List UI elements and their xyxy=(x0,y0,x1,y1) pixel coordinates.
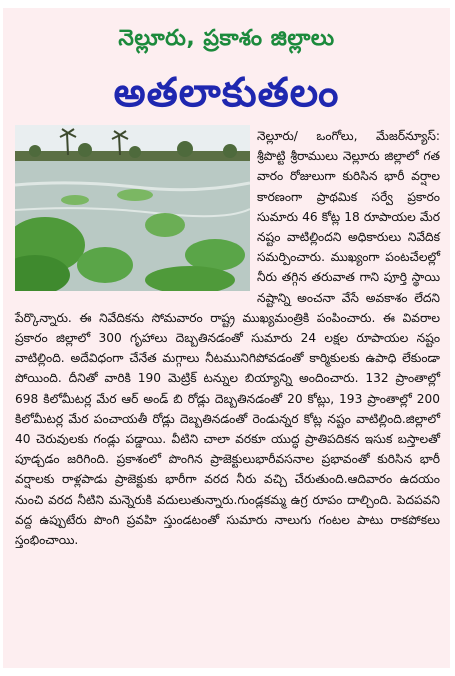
newspaper-clipping xyxy=(3,8,450,668)
article-body xyxy=(15,126,440,550)
article-kicker: నెల్లూరు, ప్రకాశం జిల్లాలు xyxy=(118,26,335,51)
article-dateline: నెల్లూరు/ ఒంగోలు, మేజర్‌న్యూస్: xyxy=(257,129,440,143)
article-body-text: శ్రీపొట్టి శ్రీరాములు నెల్లూరు జిల్లాలో గత వారం రోజులుగా కురిసిన భారీ వర్షాల కారణంగా ప్రాథమిక సర్వే ప్రకారం సుమారు 46 కోట్ల 18 రూపాయల మేర నష్టం వాటిల్లిందని అధికారులు నివేదిక సమర్పించారు. ముఖ్యంగా పంటచేలల్లో నీరు తగ్గిన తరువాత గాని పూర్తి స్థాయి నష్టాన్ని అంచనా వేసే అవకాశం లేదని పేర్కొన్నారు. ఈ నివేదికను సోమవారం రాష్ట్ర ముఖ్యమంత్రికి పంపించారు. ఈ వివరాల ప్రకారం జిల్లాలో 300 గృహాలు దెబ్బతినడంతో సుమారు 24 లక్షల రూపాయల నష్టం వాటిల్లింది. అదేవిధంగా చేనేత మగ్గాలు నీటమునిగిపోవడంతో కార్మికులకు ఉపాధి లేకుండా పోయింది. దీనితో వారికి 190 మెట్రిక్ టన్నుల బియ్యాన్ని అందించారు. 132 ప్రాంతాల్లో 698 కిలోమీటర్ల మేర ఆర్ అండ్ బి రోడ్లు దెబ్బతినడంతో 20 కోట్లు, 193 ప్రాంతాల్లో 200 కిలోమీటర్ల మేర పంచాయతీ రోడ్లు దెబ్బతినడంతో రెండున్నర కోట్ల నష్టం వాటిల్లింది.జిల్లాలో 40 చెరువులకు గండ్లు పడ్డాయి. వీటిని చాలా వరకూ యుద్ధ ప్రాతిపదికన ఇసుక బస్తాలతో పూడ్చడం జరిగింది. ప్రకాశంలో పొంగిన ప్రాజెక్టులుభారీవసనాల ప్రభావంతో కురిసిన భారీ వర్షాలకు రాళ్లపాడు ప్రాజెక్టుకు భారీగా వరద నీరు వచ్చి చేరుతుంది.ఆదివారం ఉదయం నుంచి వరద నీటిని మన్నెరుకి వదులుతున్నారు.గుండ్లకమ్మ ఉగ్ర రూపం దాల్చింది. పెదపవని వద్ద ఉప్పుటేరు పొంగి ప్రవహి స్తుండటంతో సుమారు నాలుగు గంటల పాటు రాకపోకలు స్తంభించాయి. xyxy=(15,149,440,548)
photo-spacer xyxy=(15,126,257,294)
article-headline: అతలాకుతలం xyxy=(113,70,340,116)
